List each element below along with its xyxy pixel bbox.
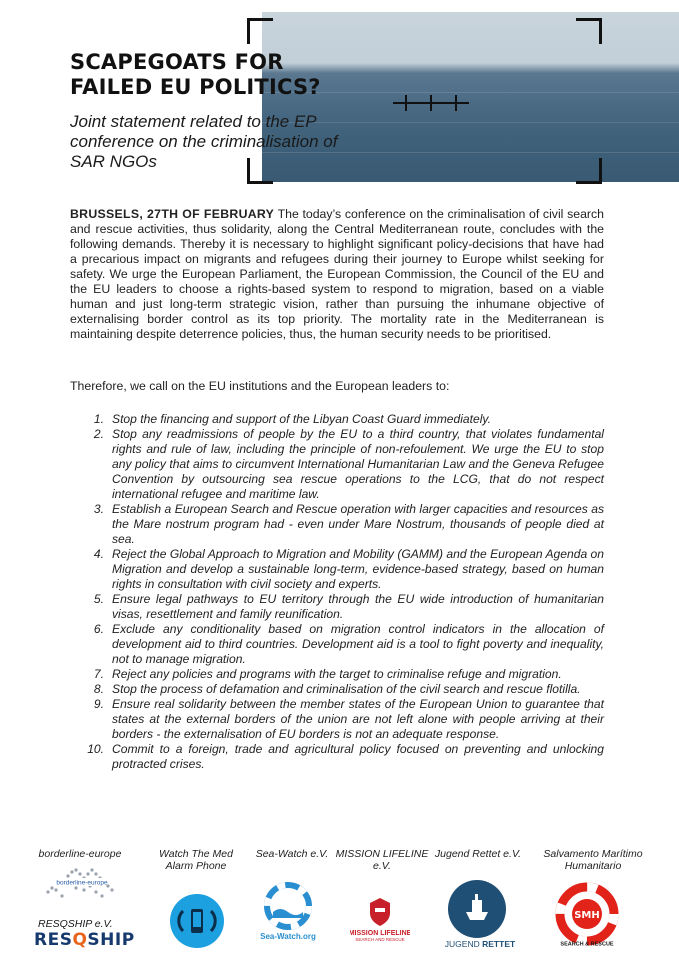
demand-item bbox=[84, 742, 604, 772]
partner-smh-name: Salvamento Marítimo Humanitario bbox=[543, 848, 643, 872]
demand-number: 10. bbox=[87, 742, 104, 756]
alarm-phone-logo bbox=[170, 894, 224, 948]
partner-borderline-name: borderline-europe bbox=[38, 848, 122, 860]
frame-corner-top-left bbox=[247, 18, 273, 44]
frame-corner-top-right bbox=[576, 18, 602, 44]
demand-text: Ensure legal pathways to EU territory through the EU wide introduction of humanitarian visas, resettlement and family reunification. bbox=[112, 592, 604, 621]
intro-text: The today’s conference on the criminalisation of civil search and rescue activities, thus solidarity, along the Central Mediterranean route, concludes with the following demands. Thereby it is necessary to highlight significant policy-decisions that have had a precarious impact on migrants and refugees during their journey to Europe whilst seeking for safety. We urge the European Parliament, the European Commission, the Council of the EU and the EU leaders to choose a rights-based system to respond to migration, based on a viable human and just long-term strategic vision, rather than pursuing the inhumane objective of externalising border control as its top priority. The mortality rate in the Mediterranean is maintaining despite deterrence policies, thus, the human security needs to be prioritised. bbox=[70, 207, 604, 341]
sea-watch-logo-text: Sea-Watch.org bbox=[260, 932, 316, 941]
demand-item bbox=[84, 592, 604, 622]
resqship-logo-q: Q bbox=[72, 930, 88, 950]
demands-list bbox=[84, 412, 604, 772]
demand-text: Stop the process of defamation and criminalisation of the civil search and rescue flotilla. bbox=[112, 682, 581, 696]
document-subtitle: Joint statement related to the EP conference on the criminalisation of SAR NGOs bbox=[70, 112, 338, 171]
partner-lifeline-name: MISSION LIFELINE e.V. bbox=[335, 848, 429, 872]
partner-logos bbox=[20, 844, 670, 954]
demand-item bbox=[84, 412, 604, 427]
jugend-rettet-logo bbox=[448, 880, 506, 938]
resqship-logo: RESQSHIP bbox=[34, 930, 135, 950]
demand-item bbox=[84, 502, 604, 547]
demand-text: Stop the financing and support of the Libyan Coast Guard immediately. bbox=[112, 412, 491, 426]
frame-corner-bottom-right bbox=[576, 158, 602, 184]
demand-item bbox=[84, 427, 604, 502]
demand-item bbox=[84, 682, 604, 697]
document-title: SCAPEGOATS FOR FAILED EU POLITICS? bbox=[70, 50, 321, 99]
jugend-rettet-wordmark: JUGEND RETTET bbox=[444, 939, 516, 949]
demand-item bbox=[84, 622, 604, 667]
demand-text: Stop any readmissions of people by the EU to a third country, that violates fundamental rights and rule of law, including the principle of non-refoulement. We urge the EU to stop any policy that aims to circumvent International Humanitarian Law and the Geneva Refugee Convention by outsourcing sea rescue operations to the LCG, that do not respect international refugee and maritime law. bbox=[112, 427, 604, 501]
intro-paragraph bbox=[70, 207, 604, 342]
demand-text: Establish a European Search and Rescue operation with larger capacities and resources as the Mare nostrum program had - even under Mare Nostrum, thousands of people died at sea. bbox=[112, 502, 604, 546]
sea-watch-logo bbox=[257, 882, 319, 941]
demand-number: 8. bbox=[93, 682, 104, 696]
demand-number: 1. bbox=[93, 412, 104, 426]
mission-lifeline-logo bbox=[350, 894, 410, 942]
partner-jugend-name: Jugend Rettet e.V. bbox=[434, 848, 522, 860]
demand-text: Reject any policies and programs with the target to criminalise refuge and migration. bbox=[112, 667, 562, 681]
partner-resqship-name: RESQSHIP e.V. bbox=[38, 918, 113, 930]
demand-number: 7. bbox=[93, 667, 104, 681]
demand-number: 6. bbox=[93, 622, 104, 636]
call-to-action: Therefore, we call on the EU institutions and the European leaders to: bbox=[70, 379, 450, 393]
borderline-logo-text: borderline-europe bbox=[56, 879, 108, 887]
dateline: BRUSSELS, 27TH OF FEBRUARY bbox=[70, 207, 275, 221]
crosshair-mark bbox=[393, 92, 469, 114]
smh-logo bbox=[555, 882, 619, 946]
demand-item bbox=[84, 667, 604, 682]
lifeline-logo-text: MISSION LIFELINE bbox=[350, 930, 410, 937]
borderline-europe-logo bbox=[40, 862, 120, 904]
demand-text: Exclude any conditionality based on migration control indicators in the allocation of development aid to third countries. Development aid is a tool to fight poverty and inequality, not to manage migration. bbox=[112, 622, 604, 666]
demand-item bbox=[84, 697, 604, 742]
demand-number: 3. bbox=[93, 502, 104, 516]
demand-text: Reject the Global Approach to Migration and Mobility (GAMM) and the European Agenda on Migration and develop a sustainable long-term, evidence-based strategy, based on human rights in consultation with civil society and experts. bbox=[112, 547, 604, 591]
demand-text: Commit to a foreign, trade and agricultural policy focused on preventing and unlocking protracted crises. bbox=[112, 742, 604, 771]
demand-number: 5. bbox=[93, 592, 104, 606]
partner-seawatch-name: Sea-Watch e.V. bbox=[255, 848, 329, 860]
demand-number: 9. bbox=[93, 697, 104, 711]
partner-watchthemed-name: Watch The Med Alarm Phone bbox=[159, 848, 233, 872]
smh-ring-text: SEARCH & RESCUE bbox=[560, 941, 614, 946]
smh-logo-text: SMH bbox=[574, 910, 600, 921]
demand-item bbox=[84, 547, 604, 592]
demand-number: 4. bbox=[93, 547, 104, 561]
demand-text: Ensure real solidarity between the member states of the European Union to guarantee that states at the external borders of the union are not left alone with people arriving at their borders - the externalisation of EU borders is not an adequate response. bbox=[112, 697, 604, 741]
lifeline-logo-sub: SEARCH AND RESCUE bbox=[355, 937, 405, 942]
demand-number: 2. bbox=[93, 427, 104, 441]
